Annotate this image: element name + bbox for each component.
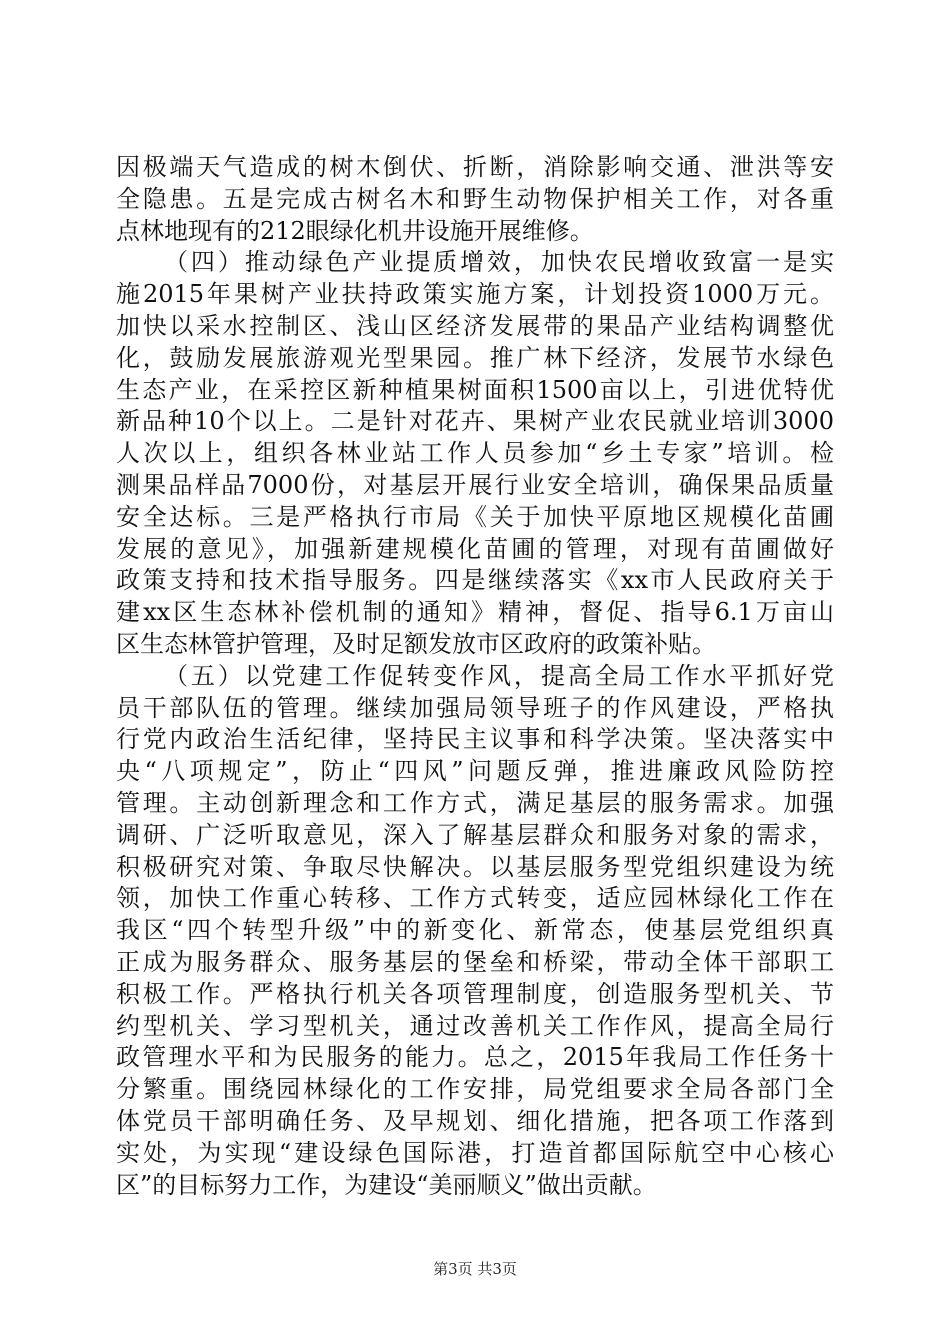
text-line: 体党员干部明确任务、及早规划、细化措施，把各项工作落到 (116, 1106, 834, 1135)
text-line: 员干部队伍的管理。继续加强局领导班子的作风建设，严格执 (116, 693, 834, 722)
document-body (116, 152, 834, 1201)
text-line: 政管理水平和为民服务的能力。总之，2015年我局工作任务十 (116, 1043, 834, 1072)
text-line: 约型机关、学习型机关，通过改善机关工作作风，提高全局行 (116, 1011, 834, 1040)
text-line: 加快以采水控制区、浅山区经济发展带的果品产业结构调整优 (116, 311, 834, 340)
text-line: 我区“四个转型升级”中的新变化、新常态，使基层党组织真 (116, 916, 834, 945)
text-line: 安全达标。三是严格执行市局《关于加快平原地区规模化苗圃 (116, 502, 834, 531)
page-footer: 第3页 共3页 (433, 1260, 517, 1278)
text-line: （五）以党建工作促转变作风，提高全局工作水平抓好党 (164, 661, 834, 690)
text-line: 积极研究对策、争取尽快解决。以基层服务型党组织建设为统 (116, 852, 834, 881)
text-line: 因极端天气造成的树木倒伏、折断，消除影响交通、泄洪等安 (116, 153, 834, 181)
text-line: 实处，为实现“建设绿色国际港，打造首都国际航空中心核心 (116, 1138, 834, 1167)
text-line: 正成为服务群众、服务基层的堡垒和桥梁，带动全体干部职工 (116, 947, 834, 976)
text-line: 点林地现有的212眼绿化机井设施开展维修。 (116, 216, 594, 245)
text-line: 分繁重。围绕园林绿化的工作安排，局党组要求全局各部门全 (116, 1075, 834, 1104)
text-line: 建xx区生态林补偿机制的通知》精神，督促、指导6.1万亩山 (116, 598, 834, 627)
text-line: 政策支持和技术指导服务。四是继续落实《xx市人民政府关于 (116, 566, 834, 595)
text-line: 区”的目标努力工作，为建设“美丽顺义”做出贡献。 (116, 1170, 657, 1199)
text-line: 人次以上，组织各林业站工作人员参加“乡土专家”培训。检 (116, 439, 834, 468)
text-line: 全隐患。五是完成古树名木和野生动物保护相关工作，对各重 (116, 184, 834, 213)
text-line: 发展的意见》，加强新建规模化苗圃的管理，对现有苗圃做好 (116, 534, 834, 563)
text-line: 积极工作。严格执行机关各项管理制度，创造服务型机关、节 (116, 979, 834, 1008)
text-line: 央“八项规定”，防止“四风”问题反弹，推进廉政风险防控 (116, 757, 834, 786)
text-line: 施2015年果树产业扶持政策实施方案，计划投资1000万元。 (116, 280, 834, 309)
text-line: 测果品样品7000份，对基层开展行业安全培训，确保果品质量 (116, 470, 834, 499)
text-line: 调研、广泛听取意见，深入了解基层群众和服务对象的需求， (116, 820, 834, 849)
text-line: 区生态林管护管理，及时足额发放市区政府的政策补贴。 (116, 629, 716, 658)
text-line: 管理。主动创新理念和工作方式，满足基层的服务需求。加强 (116, 788, 834, 817)
text-line: 生态产业，在采控区新种植果树面积1500亩以上，引进优特优 (116, 375, 834, 404)
text-line: 领，加快工作重心转移、工作方式转变，适应园林绿化工作在 (116, 884, 834, 913)
text-line: 新品种10个以上。二是针对花卉、果树产业农民就业培训3000 (116, 407, 834, 436)
text-line: （四）推动绿色产业提质增效，加快农民增收致富一是实 (164, 248, 834, 277)
text-line: 化，鼓励发展旅游观光型果园。推广林下经济，发展节水绿色 (116, 343, 834, 372)
text-line: 行党内政治生活纪律，坚持民主议事和科学决策。坚决落实中 (116, 725, 834, 754)
